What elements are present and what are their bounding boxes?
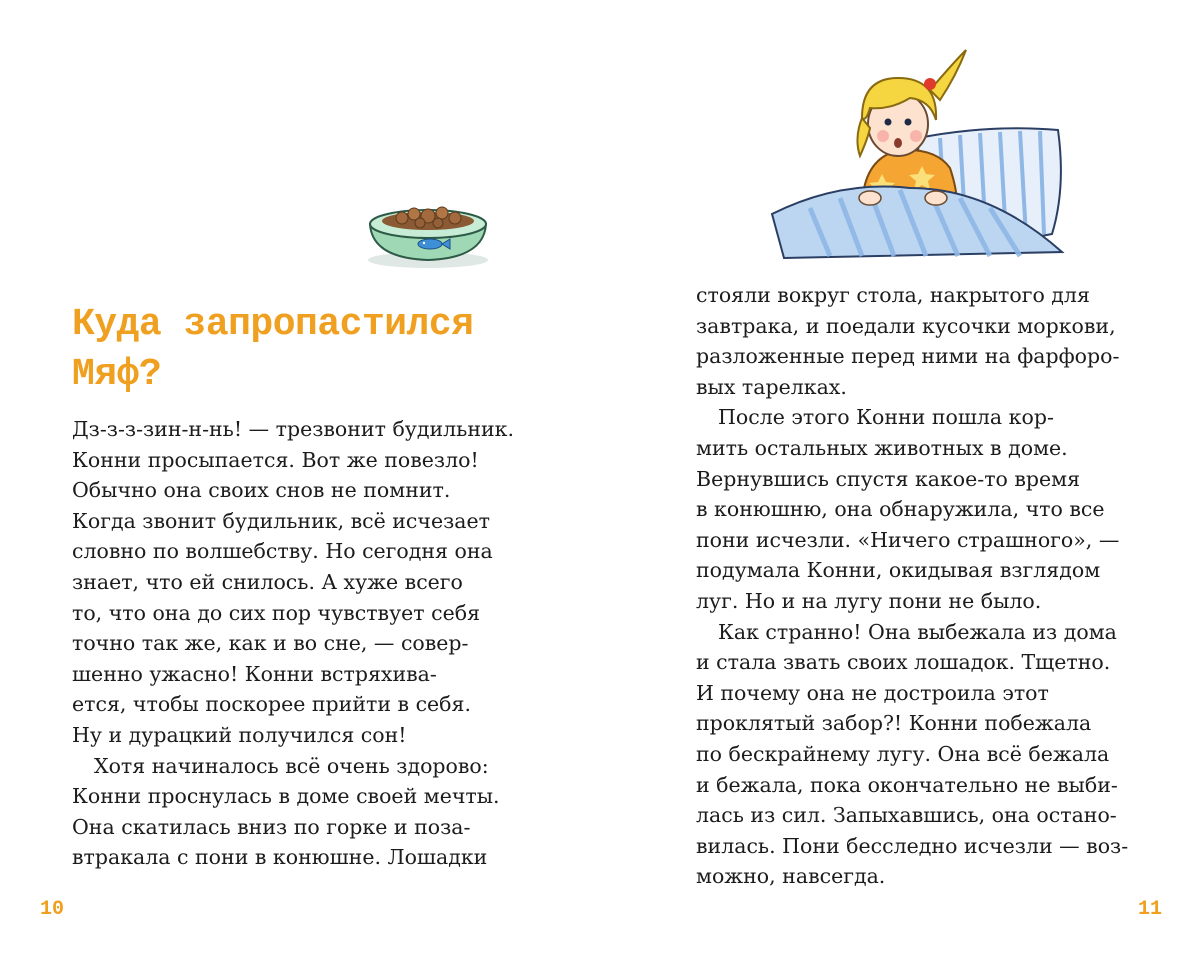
text-line: После этого Конни пошла кор- <box>718 405 1054 430</box>
chapter-title <box>72 300 492 400</box>
left-page-body-text <box>72 414 512 873</box>
text-line: Конни проснулась в доме своей мечты. <box>72 784 500 809</box>
text-line: в конюшню, она обнаружила, что все <box>696 497 1105 522</box>
text-line: точно так же, как и во сне, — совер- <box>72 631 469 656</box>
page-number: 10 <box>40 898 65 921</box>
text-line: луг. Но и на лугу пони не было. <box>696 588 1042 613</box>
cat-food-bowl-illustration <box>358 194 498 274</box>
text-line: лась из сил. Запыхавшись, она остано- <box>696 803 1117 828</box>
text-line: Вернувшись спустя какое-то время <box>696 466 1081 491</box>
text-line: мить остальных животных в доме. <box>696 435 1068 460</box>
text-line: втракала с пони в конюшне. Лошадки <box>72 845 488 870</box>
text-line: разложенные перед ними на фарфоро- <box>696 344 1120 369</box>
text-line: знает, что ей снилось. А хуже всего <box>72 569 463 594</box>
text-line: Она скатилась вниз по горке и поза- <box>72 814 471 839</box>
text-line: пони исчезли. «Ничего страшного», — <box>696 527 1120 552</box>
text-line: Хотя начиналось всё очень здорово: <box>94 753 489 778</box>
text-line: завтрака, и поедали кусочки моркови, <box>696 313 1116 338</box>
page-number: 11 <box>1138 898 1163 921</box>
text-line: Когда звонит будильник, всё исчезает <box>72 508 490 533</box>
text-line: словно по волшебству. Но сегодня она <box>72 539 493 564</box>
text-line: Конни просыпается. Вот же повезло! <box>72 447 479 472</box>
text-line: И почему она не достроила этот <box>696 680 1049 705</box>
right-page-body-text <box>696 280 1136 892</box>
text-line: и бежала, пока окончательно не выби- <box>696 772 1118 797</box>
text-line: проклятый забор?! Конни побежала <box>696 711 1092 736</box>
text-line: вых тарелках. <box>696 374 847 399</box>
chapter-title-line: Мяф? <box>72 353 162 396</box>
text-line: Обычно она своих снов не помнит. <box>72 478 451 503</box>
text-line: по бескрайнему лугу. Она всё бежала <box>696 741 1110 766</box>
text-line: ется, чтобы поскорее прийти в себя. <box>72 692 471 717</box>
text-line: и стала звать своих лошадок. Тщетно. <box>696 650 1111 675</box>
text-line: Ну и дурацкий получился сон! <box>72 722 407 747</box>
text-line: то, что она до сих пор чувствует себя <box>72 600 481 625</box>
text-line: вилась. Пони бесследно исчезли — воз- <box>696 833 1129 858</box>
text-line: подумала Конни, окидывая взглядом <box>696 558 1101 583</box>
text-line: Как странно! Она выбежала из дома <box>718 619 1117 644</box>
text-line: можно, навсегда. <box>696 864 886 889</box>
text-line: Дз-з-з-зин-н-нь! — трезвонит будильник. <box>72 417 514 441</box>
text-line: шенно ужасно! Конни встряхива- <box>72 661 437 686</box>
right-page <box>600 0 1200 960</box>
chapter-title-line: Куда запропастился <box>72 303 474 346</box>
girl-in-bed-illustration <box>770 38 1070 264</box>
text-line: стояли вокруг стола, накрытого для <box>696 283 1090 307</box>
